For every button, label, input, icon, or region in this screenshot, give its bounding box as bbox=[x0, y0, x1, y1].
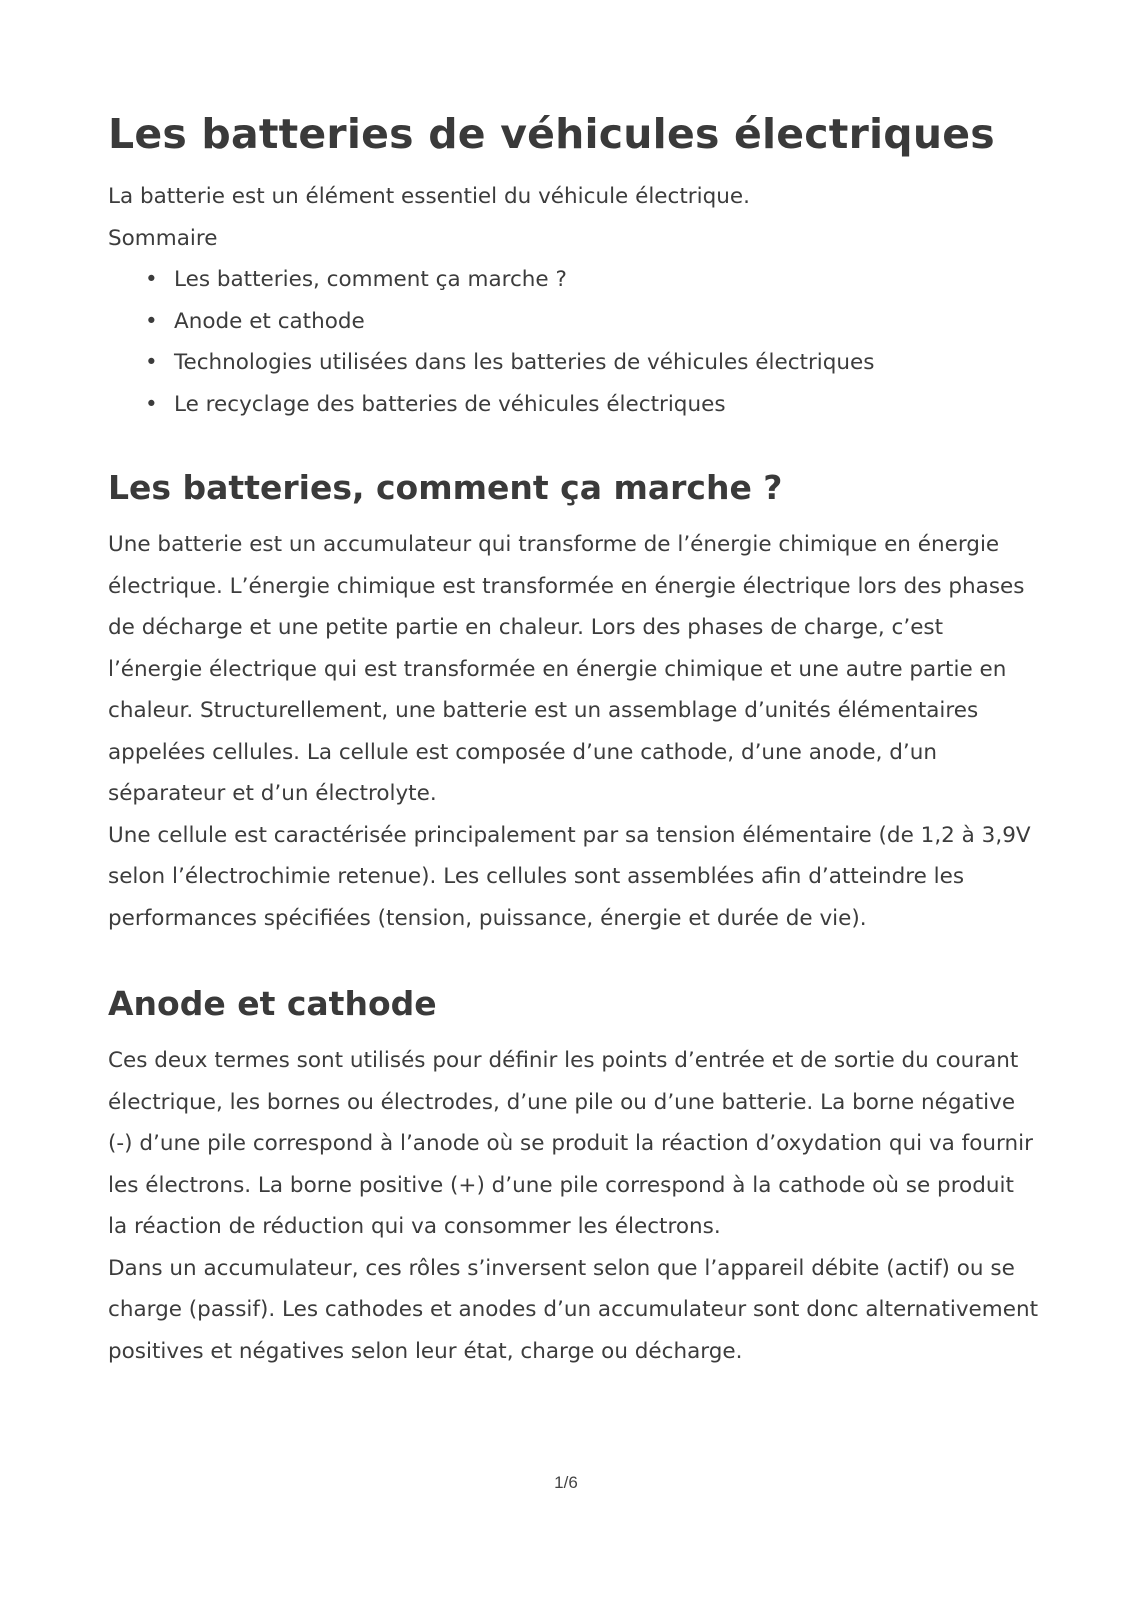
intro-lead: La batterie est un élément essentiel du véhicule électrique. bbox=[108, 184, 750, 209]
page-number: 1/6 bbox=[554, 1473, 578, 1492]
intro-block bbox=[108, 176, 1038, 425]
toc-item[interactable] bbox=[145, 301, 1038, 343]
toc-item[interactable] bbox=[145, 384, 1038, 426]
section-heading-how-it-works: Les batteries, comment ça marche ? bbox=[108, 468, 783, 507]
table-of-contents bbox=[108, 259, 1038, 425]
paragraph: Une batterie est un accumulateur qui transforme de l’énergie chimique en énergie électrique. L’énergie chimique est transformée en énergie électrique lors des phases de décharge et une petite partie en chaleur. Lors des phases de charge, c’est l’énergie électrique qui est transformée en énergie chimique et une autre partie en chaleur. Structurellement, une batterie est un assemblage d’unités élémentaires appelées cellules. La cellule est composée d’une cathode, d’une anode, d’un séparateur et d’un électrolyte. bbox=[108, 532, 1025, 806]
section-body-how-it-works bbox=[108, 524, 1038, 939]
paragraph: Une cellule est caractérisée principalement par sa tension élémentaire (de 1,2 à 3,9V selon l’électrochimie retenue). Les cellules sont assemblées afin d’atteindre les performances spécifiées (tension, puissance, énergie et durée de vie). bbox=[108, 822, 1031, 931]
toc-item-label: Technologies utilisées dans les batteries de véhicules électriques bbox=[174, 350, 875, 375]
section-heading-anode-cathode: Anode et cathode bbox=[108, 984, 437, 1023]
toc-item[interactable] bbox=[145, 342, 1038, 384]
bullet-icon: • bbox=[145, 350, 158, 375]
bullet-icon: • bbox=[145, 308, 158, 334]
toc-label: Sommaire bbox=[108, 225, 218, 251]
toc-item[interactable] bbox=[145, 259, 1038, 301]
document-page bbox=[108, 0, 1038, 1372]
page-title: Les batteries de véhicules électriques bbox=[108, 110, 995, 158]
toc-item-label: Anode et cathode bbox=[174, 308, 365, 334]
paragraph: Ces deux termes sont utilisés pour définir les points d’entrée et de sortie du courant électrique, les bornes ou électrodes, d’une pile ou d’une batterie. La borne négative (-) d’une pile correspond à l’anode où se produit la réaction d’oxydation qui va fournir les électrons. La borne positive (+) d’une pile correspond à la cathode où se produit la réaction de réduction qui va consommer les électrons. bbox=[108, 1048, 1033, 1239]
toc-item-label: Les batteries, comment ça marche ? bbox=[174, 267, 567, 292]
paragraph: Dans un accumulateur, ces rôles s’inversent selon que l’appareil débite (actif) ou se charge (passif). Les cathodes et anodes d’un accumulateur sont donc alternativement positives et négatives selon leur état, charge ou décharge. bbox=[108, 1255, 1039, 1364]
bullet-icon: • bbox=[145, 267, 158, 292]
section-body-anode-cathode bbox=[108, 1040, 1038, 1372]
toc-item-label: Le recyclage des batteries de véhicules électriques bbox=[174, 391, 726, 417]
bullet-icon: • bbox=[145, 391, 158, 417]
